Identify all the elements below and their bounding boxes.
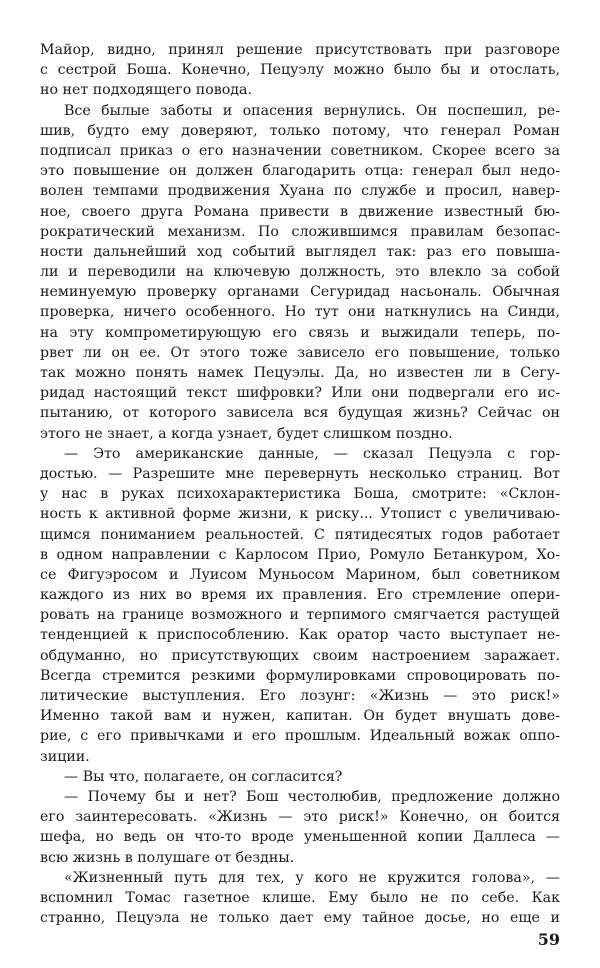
- page-number: 59: [537, 930, 560, 949]
- text-line: Всегда стремится резкими формулировками спровоцировать по-: [40, 667, 560, 684]
- text-line: зиции.: [40, 748, 90, 765]
- text-line: рие, с его привычками и его прошлым. Идеальный вожак оппо-: [40, 728, 560, 745]
- text-line: ридад настоящий текст шифровки? Или они подвергали его ис-: [40, 385, 560, 402]
- paragraph: [40, 868, 560, 929]
- paragraph: [40, 444, 560, 767]
- text-line: шив, будто ему доверяют, только потому, что генерал Роман: [40, 122, 560, 139]
- text-line: вспомнил Томас газетное клише. Ему было не по себе. Как: [40, 889, 560, 906]
- text-line: щимся пониманием реальностей. С пятидесятых годов работает: [40, 526, 560, 543]
- text-line: всю жизнь в полушаге от бездны.: [40, 849, 295, 866]
- text-line: так можно понять намек Пецуэлы. Да, но известен ли в Сегу-: [40, 365, 560, 381]
- text-line: Именно такой вам и нужен, капитан. Он будет внушать дове-: [40, 708, 560, 725]
- text-line: но нет подходящего повода.: [40, 82, 252, 99]
- text-line: неминуемую проверку органами Сегуридад насьональ. Обычная: [40, 284, 560, 301]
- text-line: достью. — Разрешите мне перевернуть несколько страниц. Вот: [40, 465, 560, 482]
- text-line: пытанию, от которого зависела вся будущая жизнь? Сейчас он: [40, 405, 560, 422]
- paragraph: [40, 787, 560, 868]
- text-line: Все былые заботы и опасения вернулись. Он поспешил, ре-: [64, 102, 560, 119]
- text-line: подписал приказ о его назначении советником. Скорее всего за: [40, 142, 560, 159]
- text-line: каждого из них во время их правления. Его стремление опери-: [40, 587, 560, 604]
- text-line: се Фигуэросом и Луисом Муньосом Марином, был советником: [40, 566, 560, 583]
- text-line: — Почему бы и нет? Бош честолюбив, предложение должно: [64, 788, 560, 805]
- text-line: волен темпами продвижения Хуана по службе и просил, навер-: [40, 183, 560, 200]
- text-line: рвет ли он ее. От этого тоже зависело его повышение, только: [40, 344, 560, 361]
- text-line: шефа, но ведь он что-то вроде уменьшенной копии Даллеса —: [40, 829, 560, 846]
- paragraph: [40, 40, 560, 101]
- text-line: проверка, ничего особенного. Но тут они наткнулись на Синди,: [40, 304, 560, 321]
- text-line: литические выступления. Его лозунг: «Жизнь — это риск!»: [40, 688, 560, 704]
- text-line: странно, Пецуэла не только дает ему тайное досье, но еще и: [40, 910, 560, 927]
- text-line: рократический механизм. По сложившимся правилам безопас-: [40, 223, 560, 240]
- text-line: — Вы что, полагаете, он согласится?: [64, 768, 343, 785]
- text-line: ности дальнейший ход событий выглядел так: раз его повыша-: [40, 243, 560, 260]
- text-line: в одном направлении с Карлосом Прио, Ромуло Бетанкуром, Хо-: [40, 546, 560, 563]
- text-line: у нас в руках психохарактеристика Боша, смотрите: «Склон-: [40, 486, 560, 503]
- text-line: — Это американские данные, — сказал Пецуэла с гор-: [64, 445, 560, 462]
- text-line: ровать на границе возможного и терпимого смягчается растущей: [40, 607, 560, 624]
- text-line: ность к активной форме жизни, к риску... Утопист с увеличиваю-: [40, 506, 560, 523]
- text-line: «Жизненный путь для тех, у кого не кружится голова», —: [64, 869, 560, 886]
- text-line: ли и переводили на ключевую должность, это влекло за собой: [40, 264, 560, 281]
- text-line: это повышение он должен благодарить отца: генерал был недо-: [40, 163, 560, 180]
- text-line: Майор, видно, принял решение присутствовать при разговоре: [40, 42, 560, 58]
- text-line: на эту компрометирующую его связь и выжидали теперь, по-: [40, 324, 560, 341]
- book-page-text: [40, 40, 560, 928]
- text-line: ное, своего друга Романа привести в движение известный бю-: [40, 203, 560, 220]
- text-line: с сестрой Боша. Конечно, Пецуэлу можно было бы и отослать,: [40, 62, 560, 79]
- text-line: обдуманно, но присутствующих своим настроением заражает.: [40, 647, 560, 664]
- text-line: этого не знает, а когда узнает, будет слишком поздно.: [40, 425, 453, 442]
- paragraph: [40, 101, 560, 444]
- text-line: тенденцией к приспособлению. Как оратор часто выступает не-: [40, 627, 560, 644]
- text-line: его заинтересовать. «Жизнь — это риск!» Конечно, он боится: [40, 809, 560, 826]
- paragraph: [40, 767, 560, 787]
